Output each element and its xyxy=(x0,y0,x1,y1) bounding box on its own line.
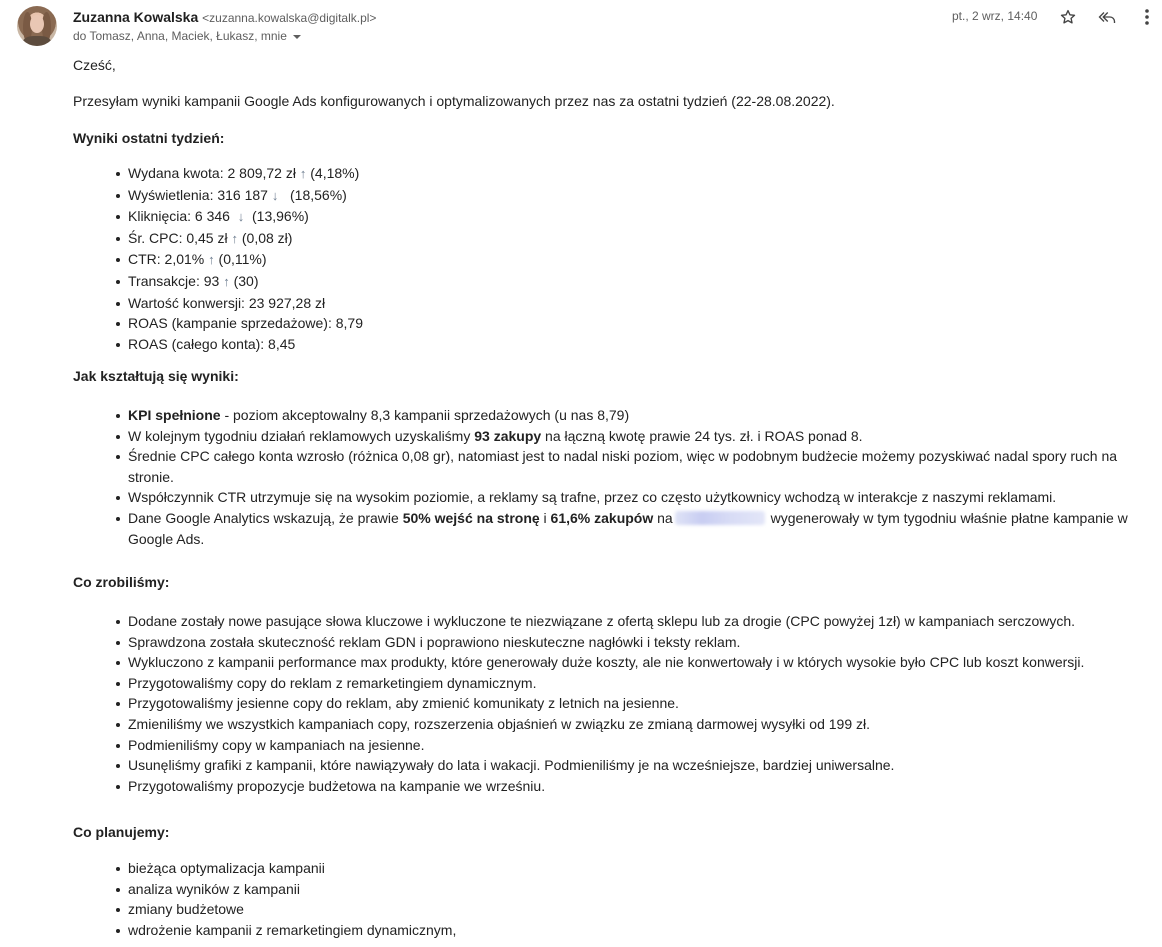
sender-email: <zuzanna.kowalska@digitalk.pl> xyxy=(202,11,377,25)
sender-avatar[interactable] xyxy=(17,6,57,46)
list-item: KPI spełnione - poziom akceptowalny 8,3 kampanii sprzedażowych (u nas 8,79) xyxy=(128,405,1160,426)
list-item: CTR: 2,01% ↑ (0,11%) xyxy=(128,249,363,271)
list-item: analiza wyników z kampanii xyxy=(128,879,456,900)
sender-name[interactable]: Zuzanna Kowalska xyxy=(73,9,199,25)
list-item: Zmieniliśmy we wszystkich kampaniach copy, rozszerzenia objaśnień w związku ze zmianą darmowej wysyłki od 199 zł. xyxy=(128,714,1084,735)
list-item: Przygotowaliśmy copy do reklam z remarketingiem dynamicznym. xyxy=(128,673,1084,694)
performance-list xyxy=(128,405,1160,549)
arrow-down-icon: ↓ xyxy=(271,187,279,203)
list-item: Średnie CPC całego konta wzrosło (różnica 0,08 gr), natomiast jest to nadal niski poziom, więc w podobnym budżecie możemy pozyskiwać nadal spory ruch na stronie. xyxy=(128,446,1160,487)
list-item: W kolejnym tygodniu działań reklamowych uzyskaliśmy 93 zakupy na łączną kwotę prawie 24 tys. zł. i ROAS ponad 8. xyxy=(128,426,1160,447)
list-item: Wyświetlenia: 316 187 ↓ (18,56%) xyxy=(128,185,363,207)
list-item: Wydana kwota: 2 809,72 zł ↑ (4,18%) xyxy=(128,163,363,185)
list-item: zmiany budżetowe xyxy=(128,899,456,920)
show-details-chevron-icon[interactable] xyxy=(293,35,301,39)
list-item: ROAS (całego konta): 8,45 xyxy=(128,334,363,355)
more-vert-icon xyxy=(1144,8,1150,26)
list-item: Współczynnik CTR utrzymuje się na wysokim poziomie, a reklamy są trafne, przez co często użytkownicy wchodzą w interakcje z naszymi reklamami. xyxy=(128,487,1160,508)
list-item: ROAS (kampanie sprzedażowe): 8,79 xyxy=(128,313,363,334)
performance-heading: Jak kształtują się wyniki: xyxy=(73,368,239,384)
list-item: Wartość konwersji: 23 927,28 zł xyxy=(128,293,363,314)
list-item: Wykluczono z kampanii performance max produkty, które generowały duże koszty, ale nie konwertowały i w których wysokie było CPC lub koszt konwersji. xyxy=(128,652,1084,673)
done-list xyxy=(128,611,1084,796)
list-item: Dane Google Analytics wskazują, że prawie 50% wejść na stronę i 61,6% zakupów na wygenerowały w tym tygodniu właśnie płatne kampanie w Google Ads. xyxy=(128,508,1160,549)
reply-all-icon xyxy=(1097,8,1117,26)
recipients-text: do Tomasz, Anna, Maciek, Łukasz, mnie xyxy=(73,29,287,43)
intro-paragraph: Przesyłam wyniki kampanii Google Ads konfigurowanych i optymalizowanych przez nas za ostatni tydzień (22-28.08.2022). xyxy=(73,93,835,109)
list-item: Śr. CPC: 0,45 zł ↑ (0,08 zł) xyxy=(128,228,363,250)
plans-list xyxy=(128,858,456,940)
results-heading: Wyniki ostatni tydzień: xyxy=(73,130,225,146)
recipients-line xyxy=(73,29,301,43)
arrow-up-icon: ↑ xyxy=(231,230,238,246)
list-item: Kliknięcia: 6 346 ↓ (13,96%) xyxy=(128,206,363,228)
star-icon xyxy=(1059,8,1077,26)
star-button[interactable] xyxy=(1056,5,1080,29)
email-header xyxy=(0,0,1162,50)
more-options-button[interactable] xyxy=(1135,5,1159,29)
arrow-up-icon: ↑ xyxy=(208,252,215,268)
arrow-up-icon: ↑ xyxy=(223,273,230,289)
list-item: Przygotowaliśmy propozycje budżetowa na kampanie we wrześniu. xyxy=(128,776,1084,797)
greeting: Cześć, xyxy=(73,57,116,73)
sender-info xyxy=(73,9,376,25)
arrow-up-icon: ↑ xyxy=(299,166,307,181)
redacted-link[interactable] xyxy=(675,511,765,525)
done-heading: Co zrobiliśmy: xyxy=(73,574,170,590)
list-item: Usunęliśmy grafiki z kampanii, które nawiązywały do lata i wakacji. Podmieniliśmy je na wcześniejsze, bardziej uniwersalne. xyxy=(128,755,1084,776)
arrow-down-icon: ↓ xyxy=(237,209,245,225)
list-item: Podmieniliśmy copy w kampaniach na jesienne. xyxy=(128,735,1084,756)
list-item: bieżąca optymalizacja kampanii xyxy=(128,858,456,879)
list-item: Przygotowaliśmy jesienne copy do reklam, aby zmienić komunikaty z letnich na jesienne. xyxy=(128,693,1084,714)
list-item: Transakcje: 93 ↑ (30) xyxy=(128,271,363,293)
results-list xyxy=(128,163,363,354)
list-item: wdrożenie kampanii z remarketingiem dynamicznym, xyxy=(128,920,456,941)
list-item: Dodane zostały nowe pasujące słowa kluczowe i wykluczone te niezwiązane z ofertą sklepu lub za drogie (CPC powyżej 1zł) w kampaniach serczowych. xyxy=(128,611,1084,632)
list-item: Sprawdzona została skuteczność reklam GDN i poprawiono nieskuteczne nagłówki i teksty reklam. xyxy=(128,632,1084,653)
plans-heading: Co planujemy: xyxy=(73,824,170,840)
reply-all-button[interactable] xyxy=(1095,5,1119,29)
email-date: pt., 2 wrz, 14:40 xyxy=(952,9,1038,23)
